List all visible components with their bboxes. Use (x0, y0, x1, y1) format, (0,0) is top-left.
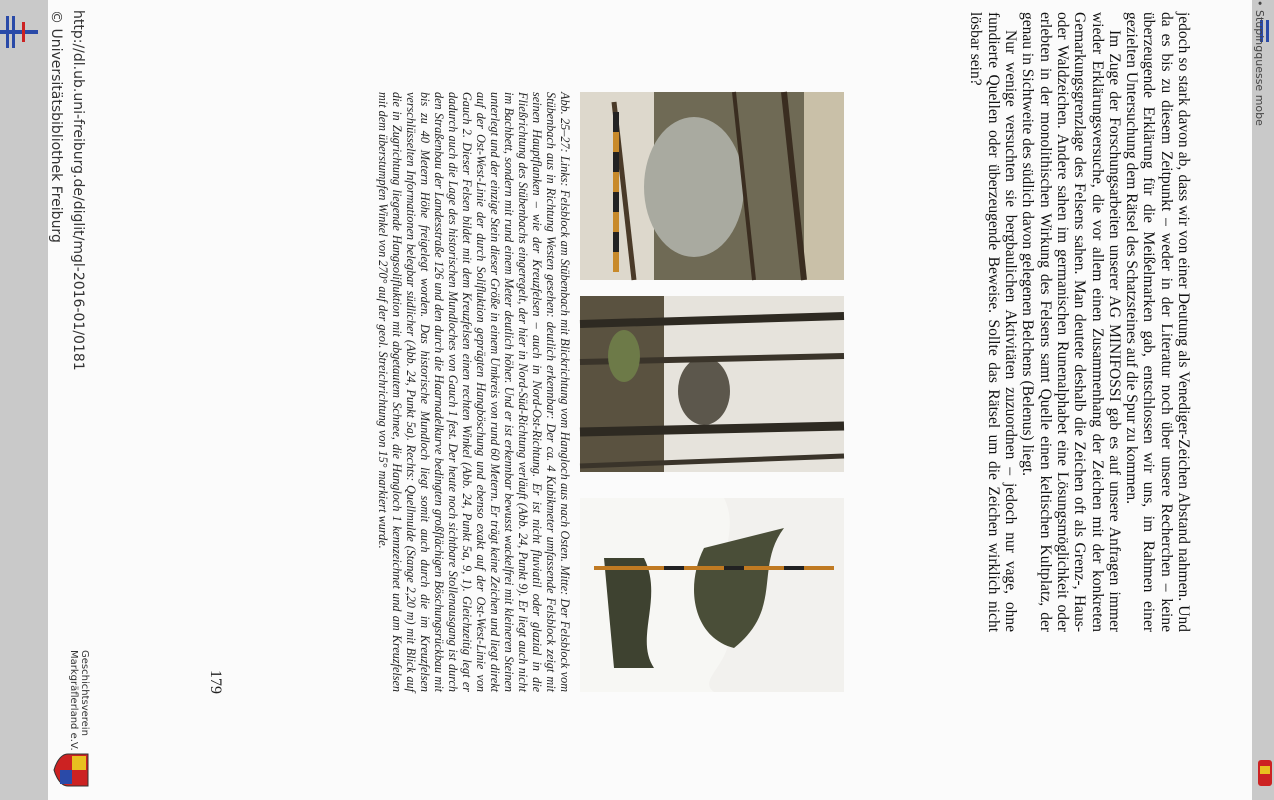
society-line-2: Markgräflerland e.V. (68, 650, 79, 751)
copyright-notice: © Universitätsbibliothek Freiburg (48, 10, 64, 243)
photo-rock-left (580, 92, 844, 280)
page-number: 179 (207, 670, 224, 694)
photo-forest-middle (580, 296, 844, 472)
society-name (68, 650, 90, 751)
paragraph-1: jedoch so stark davon ab, dass wir von einer Deutung als Venediger-Zeichen Abstand nahmen. Und da es bis zu diesem Zeitpunkt – weder in der Literatur noch über unsere Recherchen – keine überzeugende Erklärung für die Meißelmarken gab, entschlossen wir uns, im Rahmen einer gezielten Untersuchung dem Rätsel des Schatzsteines auf die Spur zu kommen. (1123, 12, 1192, 632)
paragraph-2: Im Zuge der Forschungsarbeiten unserer AG MINIFOSSI gab es auf unsere Anfragen immer wieder Erklärungsversuche, die vor allem einen Zusammenhang der Zeichen mit der konkreten Gemarkungsgrenzlage des Felsens sahen. Man deutete deshalb die Zeichen oft als Grenz-, Haus- oder Waldzeichen. Andere sahen im germanischen Runenalphabet eine Lösungsmöglichkeit oder erlebten in der monolithischen Wirkung des Felsens samt Quelle einen keltischen Kultplatz, der genau in Sichtweite des südlich davon gelegenen Belchens (Belenus) liegt. (1019, 12, 1123, 632)
crest-edge-icon (1256, 758, 1274, 788)
document-page (48, 0, 1266, 800)
left-margin-panel (0, 0, 48, 800)
running-head: • Stupingquesse mobe (1253, 0, 1266, 126)
paragraph-3: Nur wenige versuchten sie bergbaulichen Aktivitäten zuzuordnen – jedoch nur vage, ohne fundierte Quellen oder überzeugende Beweise. Sollte das Rätsel um die Zeichen wirklich nicht lösbar sein? (967, 12, 1020, 632)
caption-text: Abb. 25–27: Links: Felsblock am Stübenbach mit Blickrichtung vom Hangloch aus nach Osten. Mitte: Der Felsblock vom Stübenbach aus in Richtung Westen gesehen: deutlich erkennbar: Der ca. 4 Kubikmeter umfassende Felsblock zeigt mit seinen Hauptflanken – wie der Kreuzfelsen – auch in Nord-Ost-Richtung. Er ist nicht fluviatil oder glazial in die Fließrichtung des Stübenbachs eingeregelt, der hier in Nord-Süd-Richtung verläuft (Abb. 24, Punkt 9). Er liegt auch nicht im Bachbett, sondern mit rund einem Meter deutlich höher. Und er ist erkennbar bewusst wackelfrei mit kleineren Steinen unterlegt und der einzige Stein dieser Größe in einem Umkreis von rund 60 Metern. Er trägt keine Zeichen und liegt direkt auf der Ost-West-Linie der durch Solifluktion geprägten Hangböschung und ebenso exakt auf der Ost-West-Linie von Gauch 2. Dieser Felsen bildet mit dem Kreuzfelsen einen rechten Winkel (Abb. 24, Punkt 5a, 9, 1). Gleichzeitig legt er dadurch auch die Lage des historischen Mundloches von Gauch 1 fest. Der heute noch sichtbare Stollenausgang ist durch den Straßenbau der Landesstraße 126 und den durch die Haarnadelkurve bedingten großflächigen Böschungsrückbau mit bis zu 40 Metern Höhe freigelegt worden. Das historische Mundloch liegt somit auch durch die im Kreuzfelsen verschlüsselten Informationen belegbar südlicher (Abb. 24, Punkt 5a). Rechts: Quellmulde (Stange 2,20 m) mit Blick auf die in Zugrichtung liegende Hangsolifluktion mit abgetautem Schnee, die Hangloch 1 kennzeichnet und am Kreuzfelsen mit dem überstumpfen Winkel von 270° auf der geol. Streichrichtung von 15° markiert wurde. (376, 92, 572, 692)
rotated-page-content (48, 0, 1266, 800)
society-line-1: Geschichtsverein (79, 650, 90, 736)
body-text (967, 12, 1192, 632)
ub-logo-top-left-icon (0, 12, 40, 52)
crest-icon (52, 752, 90, 788)
photo-snow-right (580, 498, 844, 692)
figure-caption (376, 92, 572, 692)
source-url[interactable]: http://dl.ub.uni-freiburg.de/diglit/mgl-2016-01/0181 (70, 10, 86, 371)
